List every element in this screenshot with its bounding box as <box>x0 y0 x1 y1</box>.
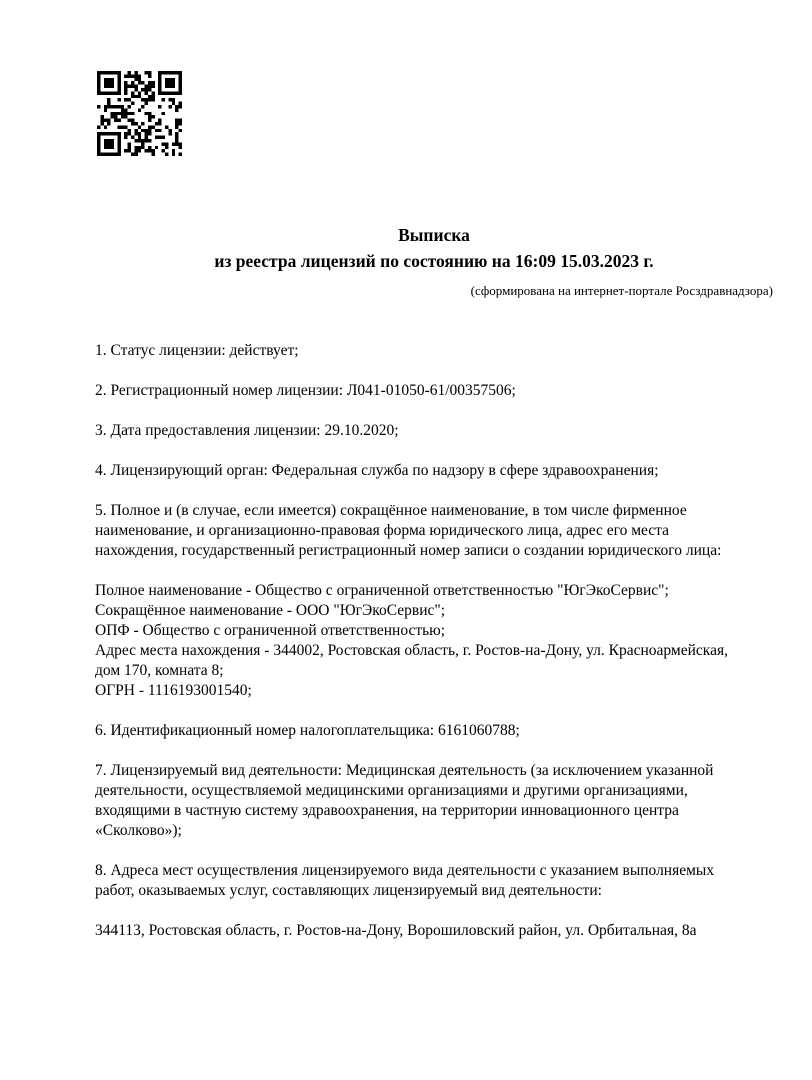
title-line-2: из реестра лицензий по состоянию на 16:09 15.03.2023 г. <box>214 251 654 271</box>
paragraph <box>95 381 773 401</box>
text-line: 5. Полное и (в случае, если имеется) сокращённое наименование, в том числе фирменное <box>95 502 687 519</box>
document-subtitle: (сформирована на интернет-портале Росздравнадзора) <box>470 283 773 298</box>
paragraph <box>95 721 773 741</box>
paragraph <box>95 421 773 441</box>
paragraph <box>95 461 773 481</box>
qr-code-icon <box>97 71 182 156</box>
paragraph <box>95 921 773 941</box>
text-line: наименование, и организационно-правовая форма юридического лица, адрес его места <box>95 522 670 539</box>
text-line: 1. Статус лицензии: действует; <box>95 342 299 359</box>
text-line: 3. Дата предоставления лицензии: 29.10.2020; <box>95 422 399 439</box>
paragraph <box>95 761 773 841</box>
text-line: 2. Регистрационный номер лицензии: Л041-01050-61/00357506; <box>95 382 516 399</box>
text-line: 7. Лицензируемый вид деятельности: Медицинская деятельность (за исключением указанной <box>95 762 714 779</box>
text-line: 6. Идентификационный номер налогоплательщика: 6161060788; <box>95 722 520 739</box>
text-line: Полное наименование - Общество с ограниченной ответственностью "ЮгЭкоСервис"; <box>95 582 669 599</box>
text-line: ОПФ - Общество с ограниченной ответственностью; <box>95 622 446 639</box>
document-title <box>95 222 773 274</box>
text-line: входящими в частную систему здравоохранения, на территории инновационного центра <box>95 802 679 819</box>
text-line: «Сколково»); <box>95 822 182 839</box>
text-line: 4. Лицензирующий орган: Федеральная служба по надзору в сфере здравоохранения; <box>95 462 659 479</box>
text-line: Адрес места нахождения - 344002, Ростовская область, г. Ростов-на-Дону, ул. Красноармейская, <box>95 642 728 659</box>
paragraph <box>95 581 773 701</box>
text-line: работ, оказываемых услуг, составляющих лицензируемый вид деятельности: <box>95 882 602 899</box>
document-content <box>95 222 773 941</box>
paragraph <box>95 861 773 901</box>
text-line: 344113, Ростовская область, г. Ростов-на-Дону, Ворошиловский район, ул. Орбитальная, 8а <box>95 922 697 939</box>
title-line-1: Выписка <box>398 225 470 245</box>
text-line: 8. Адреса мест осуществления лицензируемого вида деятельности с указанием выполняемых <box>95 862 715 879</box>
text-line: нахождения, государственный регистрационный номер записи о создании юридического лица: <box>95 542 722 559</box>
document-paragraphs <box>95 341 773 941</box>
text-line: ОГРН - 1116193001540; <box>95 682 252 699</box>
text-line: дом 170, комната 8; <box>95 662 224 679</box>
paragraph <box>95 501 773 561</box>
paragraph <box>95 341 773 361</box>
text-line: деятельности, осуществляемой медицинскими организациями и другими организациями, <box>95 782 688 799</box>
text-line: Сокращённое наименование - ООО "ЮгЭкоСервис"; <box>95 602 446 619</box>
